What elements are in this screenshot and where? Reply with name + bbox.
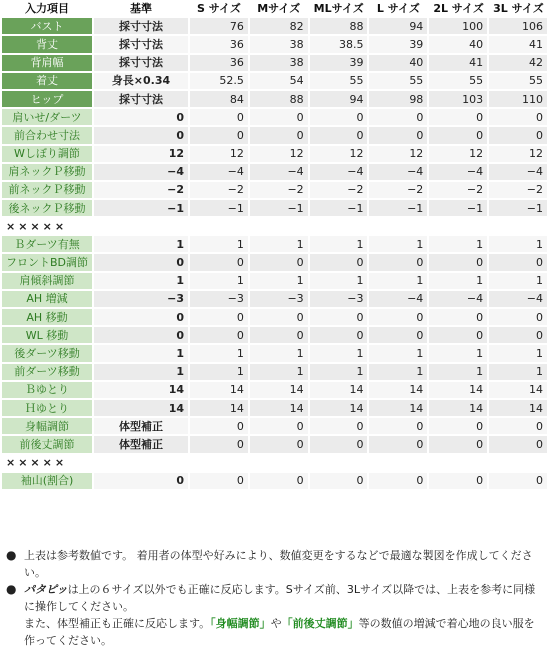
size-value-cell: 0	[369, 436, 427, 454]
size-value-cell: 1	[369, 236, 427, 254]
size-value-cell: 12	[489, 146, 547, 164]
row-label: Ｂダーツ有無	[2, 236, 92, 254]
table-row	[2, 473, 547, 491]
size-value-cell: 14	[369, 382, 427, 400]
row-label: 前ネックＰ移動	[2, 182, 92, 200]
size-value-cell: 1	[250, 364, 308, 382]
size-value-cell: −1	[489, 200, 547, 218]
size-value-cell: 76	[190, 18, 248, 36]
note-3	[4, 615, 544, 649]
table-row	[2, 73, 547, 91]
note-3-text-b: や	[270, 617, 282, 630]
row-base: 0	[94, 473, 188, 491]
table-row	[2, 18, 547, 36]
size-value-cell: 0	[190, 127, 248, 145]
header-cell: 3L サイズ	[489, 0, 547, 18]
size-value-cell: 0	[489, 254, 547, 272]
header-cell: L サイズ	[369, 0, 427, 18]
note-1	[4, 547, 544, 581]
row-label: バスト	[2, 18, 92, 36]
size-value-cell: −1	[190, 200, 248, 218]
size-value-cell: 0	[429, 127, 487, 145]
table-row	[2, 236, 547, 254]
size-value-cell: 14	[310, 382, 368, 400]
size-value-cell: 14	[369, 400, 427, 418]
note-3-text-a: また、体型補正も正確に反応します。	[24, 617, 211, 630]
row-base: 体型補正	[94, 418, 188, 436]
size-value-cell: −2	[310, 182, 368, 200]
size-value-cell: 0	[429, 109, 487, 127]
size-value-cell: −4	[250, 164, 308, 182]
size-value-cell: 0	[369, 254, 427, 272]
row-label: 着丈	[2, 73, 92, 91]
size-value-cell: 41	[489, 36, 547, 54]
note-2	[4, 581, 544, 615]
size-value-cell: −3	[190, 291, 248, 309]
size-value-cell: −4	[429, 164, 487, 182]
size-value-cell: −2	[250, 182, 308, 200]
size-value-cell: 0	[250, 436, 308, 454]
size-value-cell: 14	[190, 400, 248, 418]
size-value-cell: 1	[369, 364, 427, 382]
size-value-cell: 0	[310, 127, 368, 145]
size-value-cell: 0	[310, 309, 368, 327]
separator-mark: ×××××	[2, 455, 547, 473]
row-label: 肩傾斜調節	[2, 273, 92, 291]
size-value-cell: 0	[489, 418, 547, 436]
table-row	[2, 436, 547, 454]
size-value-cell: 39	[369, 36, 427, 54]
size-value-cell: 0	[190, 473, 248, 491]
notes	[4, 547, 544, 649]
note-3-text-c: 等の数値の増減で着心地の良い服を作ってください。	[24, 617, 535, 647]
size-value-cell: −3	[310, 291, 368, 309]
product-name: パタピッ	[24, 583, 68, 596]
size-value-cell: 0	[250, 327, 308, 345]
size-value-cell: 0	[489, 127, 547, 145]
header-cell: 入力項目	[2, 0, 92, 18]
row-base: 体型補正	[94, 436, 188, 454]
size-value-cell: 0	[310, 418, 368, 436]
size-value-cell: −4	[369, 164, 427, 182]
size-value-cell: 41	[429, 55, 487, 73]
row-base: 14	[94, 382, 188, 400]
row-base: 0	[94, 127, 188, 145]
size-value-cell: 0	[190, 418, 248, 436]
size-value-cell: 100	[429, 18, 487, 36]
size-value-cell: 0	[250, 418, 308, 436]
size-value-cell: 14	[429, 400, 487, 418]
size-value-cell: 0	[310, 254, 368, 272]
size-value-cell: 14	[429, 382, 487, 400]
size-value-cell: 1	[429, 364, 487, 382]
separator-mark: ×××××	[2, 218, 547, 236]
row-label: 背肩幅	[2, 55, 92, 73]
size-value-cell: 1	[429, 345, 487, 363]
size-value-cell: 12	[250, 146, 308, 164]
size-value-cell: 36	[190, 55, 248, 73]
row-label: ヒップ	[2, 91, 92, 109]
size-value-cell: 0	[190, 327, 248, 345]
size-value-cell: 106	[489, 18, 547, 36]
table-row	[2, 164, 547, 182]
size-value-cell: −4	[369, 291, 427, 309]
row-label: 前ダーツ移動	[2, 364, 92, 382]
size-value-cell: 0	[310, 473, 368, 491]
size-value-cell: 1	[190, 236, 248, 254]
size-value-cell: 0	[369, 418, 427, 436]
size-value-cell: 0	[250, 127, 308, 145]
size-value-cell: −4	[489, 291, 547, 309]
size-value-cell: 1	[250, 236, 308, 254]
body-width-link: 「身幅調節」	[210, 617, 271, 630]
size-value-cell: 0	[369, 309, 427, 327]
table-row	[2, 127, 547, 145]
size-value-cell: 40	[369, 55, 427, 73]
size-value-cell: 0	[489, 473, 547, 491]
size-value-cell: 88	[310, 18, 368, 36]
size-value-cell: 14	[250, 400, 308, 418]
size-value-cell: 0	[310, 436, 368, 454]
row-base: −2	[94, 182, 188, 200]
row-label: フロントBD調節	[2, 254, 92, 272]
size-value-cell: 0	[250, 109, 308, 127]
size-value-cell: 1	[310, 364, 368, 382]
size-value-cell: 1	[429, 236, 487, 254]
row-base: 採寸寸法	[94, 55, 188, 73]
table-row	[2, 291, 547, 309]
size-value-cell: 38	[250, 55, 308, 73]
size-value-cell: 1	[250, 345, 308, 363]
size-value-cell: 0	[429, 309, 487, 327]
size-value-cell: 88	[250, 91, 308, 109]
row-label: 背丈	[2, 36, 92, 54]
length-link: 「前後丈調節」	[281, 617, 359, 630]
size-value-cell: −2	[369, 182, 427, 200]
size-value-cell: −2	[429, 182, 487, 200]
size-value-cell: 0	[250, 473, 308, 491]
size-value-cell: 14	[250, 382, 308, 400]
row-label: AH 増減	[2, 291, 92, 309]
size-value-cell: 55	[429, 73, 487, 91]
table-row	[2, 345, 547, 363]
size-value-cell: 14	[489, 400, 547, 418]
size-value-cell: 0	[190, 254, 248, 272]
row-base: 12	[94, 146, 188, 164]
header-cell: 2L サイズ	[429, 0, 487, 18]
size-value-cell: 98	[369, 91, 427, 109]
row-base: −1	[94, 200, 188, 218]
row-base: −4	[94, 164, 188, 182]
size-value-cell: −1	[310, 200, 368, 218]
size-value-cell: 1	[310, 273, 368, 291]
size-value-cell: 1	[250, 273, 308, 291]
row-base: 0	[94, 327, 188, 345]
header-row	[2, 0, 547, 18]
size-value-cell: 0	[369, 327, 427, 345]
size-value-cell: −4	[190, 164, 248, 182]
row-label: Ｂゆとり	[2, 382, 92, 400]
size-value-cell: 42	[489, 55, 547, 73]
row-label: 後ダーツ移動	[2, 345, 92, 363]
table-row	[2, 55, 547, 73]
row-label: Wしぼり調節	[2, 146, 92, 164]
size-value-cell: 0	[489, 109, 547, 127]
size-value-cell: 0	[429, 254, 487, 272]
row-base: 0	[94, 109, 188, 127]
size-value-cell: 0	[429, 436, 487, 454]
size-value-cell: 55	[489, 73, 547, 91]
size-table-body	[2, 0, 547, 491]
size-value-cell: 0	[369, 109, 427, 127]
size-value-cell: 0	[429, 418, 487, 436]
size-value-cell: 14	[489, 382, 547, 400]
note-2-text: は上の６サイズ以外でも正確に反応します。Sサイズ前、3Lサイズ以降では、上表を参考に同様に操作してください。	[24, 583, 536, 613]
size-value-cell: 1	[489, 345, 547, 363]
table-row	[2, 309, 547, 327]
table-row	[2, 273, 547, 291]
size-value-cell: 0	[190, 309, 248, 327]
separator-row	[2, 218, 547, 236]
size-value-cell: 103	[429, 91, 487, 109]
size-value-cell: 52.5	[190, 73, 248, 91]
size-value-cell: 0	[429, 473, 487, 491]
size-value-cell: 39	[310, 55, 368, 73]
row-base: 1	[94, 345, 188, 363]
size-value-cell: −4	[310, 164, 368, 182]
size-value-cell: 1	[489, 273, 547, 291]
separator-row	[2, 455, 547, 473]
size-value-cell: −2	[489, 182, 547, 200]
size-value-cell: 110	[489, 91, 547, 109]
size-value-cell: 1	[190, 273, 248, 291]
row-label: 後ネックＰ移動	[2, 200, 92, 218]
size-value-cell: 55	[310, 73, 368, 91]
row-label: 肩ネックＰ移動	[2, 164, 92, 182]
size-value-cell: 0	[429, 327, 487, 345]
row-label: 前合わせ寸法	[2, 127, 92, 145]
size-value-cell: 0	[190, 436, 248, 454]
size-value-cell: 1	[190, 345, 248, 363]
size-value-cell: 40	[429, 36, 487, 54]
row-label: WL 移動	[2, 327, 92, 345]
size-value-cell: 1	[369, 345, 427, 363]
size-value-cell: 0	[190, 109, 248, 127]
table-row	[2, 36, 547, 54]
row-base: 1	[94, 273, 188, 291]
size-value-cell: 38	[250, 36, 308, 54]
table-row	[2, 400, 547, 418]
row-label: 袖山(割合)	[2, 473, 92, 491]
size-value-cell: 82	[250, 18, 308, 36]
header-cell: MLサイズ	[310, 0, 368, 18]
size-value-cell: 55	[369, 73, 427, 91]
size-value-cell: 94	[310, 91, 368, 109]
row-base: 0	[94, 309, 188, 327]
size-value-cell: −1	[369, 200, 427, 218]
row-label: 前後丈調節	[2, 436, 92, 454]
table-row	[2, 91, 547, 109]
size-value-cell: 0	[310, 327, 368, 345]
row-base: 14	[94, 400, 188, 418]
size-value-cell: −1	[250, 200, 308, 218]
row-label: 身幅調節	[2, 418, 92, 436]
size-value-cell: 0	[369, 127, 427, 145]
row-base: 0	[94, 254, 188, 272]
size-value-cell: 1	[310, 236, 368, 254]
row-base: −3	[94, 291, 188, 309]
row-label: Ｈゆとり	[2, 400, 92, 418]
bullet-icon: ●	[6, 582, 17, 596]
bullet-icon: ●	[6, 548, 17, 562]
row-base: 身長×0.34	[94, 73, 188, 91]
size-value-cell: 0	[489, 309, 547, 327]
header-cell: Mサイズ	[250, 0, 308, 18]
table-row	[2, 364, 547, 382]
table-row	[2, 200, 547, 218]
table-row	[2, 382, 547, 400]
size-value-cell: 0	[250, 309, 308, 327]
row-base: 1	[94, 236, 188, 254]
size-value-cell: −4	[489, 164, 547, 182]
size-value-cell: 0	[310, 109, 368, 127]
size-value-cell: 1	[310, 345, 368, 363]
size-value-cell: 54	[250, 73, 308, 91]
size-value-cell: 0	[489, 327, 547, 345]
size-value-cell: 1	[190, 364, 248, 382]
size-value-cell: 0	[250, 254, 308, 272]
size-value-cell: 12	[190, 146, 248, 164]
size-value-cell: 38.5	[310, 36, 368, 54]
size-value-cell: 12	[310, 146, 368, 164]
row-label: AH 移動	[2, 309, 92, 327]
size-value-cell: 1	[489, 364, 547, 382]
size-value-cell: −1	[429, 200, 487, 218]
size-value-cell: 1	[489, 236, 547, 254]
row-label: 肩いせ/ダーツ	[2, 109, 92, 127]
size-value-cell: 12	[429, 146, 487, 164]
size-value-cell: 12	[369, 146, 427, 164]
size-value-cell: 1	[369, 273, 427, 291]
size-value-cell: 36	[190, 36, 248, 54]
size-value-cell: 1	[429, 273, 487, 291]
size-value-cell: 14	[190, 382, 248, 400]
table-row	[2, 418, 547, 436]
table-row	[2, 146, 547, 164]
size-value-cell: 0	[489, 436, 547, 454]
note-1-text: 上表は参考数値です。 着用者の体型や好みにより、数値変更をするなどで最適な製図を作成してください。	[24, 549, 533, 579]
table-row	[2, 109, 547, 127]
size-value-cell: 84	[190, 91, 248, 109]
size-value-cell: −3	[250, 291, 308, 309]
table-row	[2, 327, 547, 345]
size-value-cell: 14	[310, 400, 368, 418]
table-row	[2, 254, 547, 272]
header-cell: 基準	[94, 0, 188, 18]
row-base: 採寸寸法	[94, 18, 188, 36]
size-value-cell: 94	[369, 18, 427, 36]
row-base: 採寸寸法	[94, 91, 188, 109]
row-base: 採寸寸法	[94, 36, 188, 54]
table-row	[2, 182, 547, 200]
size-value-cell: 0	[369, 473, 427, 491]
row-base: 1	[94, 364, 188, 382]
size-value-cell: −4	[429, 291, 487, 309]
size-value-cell: −2	[190, 182, 248, 200]
header-cell: S サイズ	[190, 0, 248, 18]
